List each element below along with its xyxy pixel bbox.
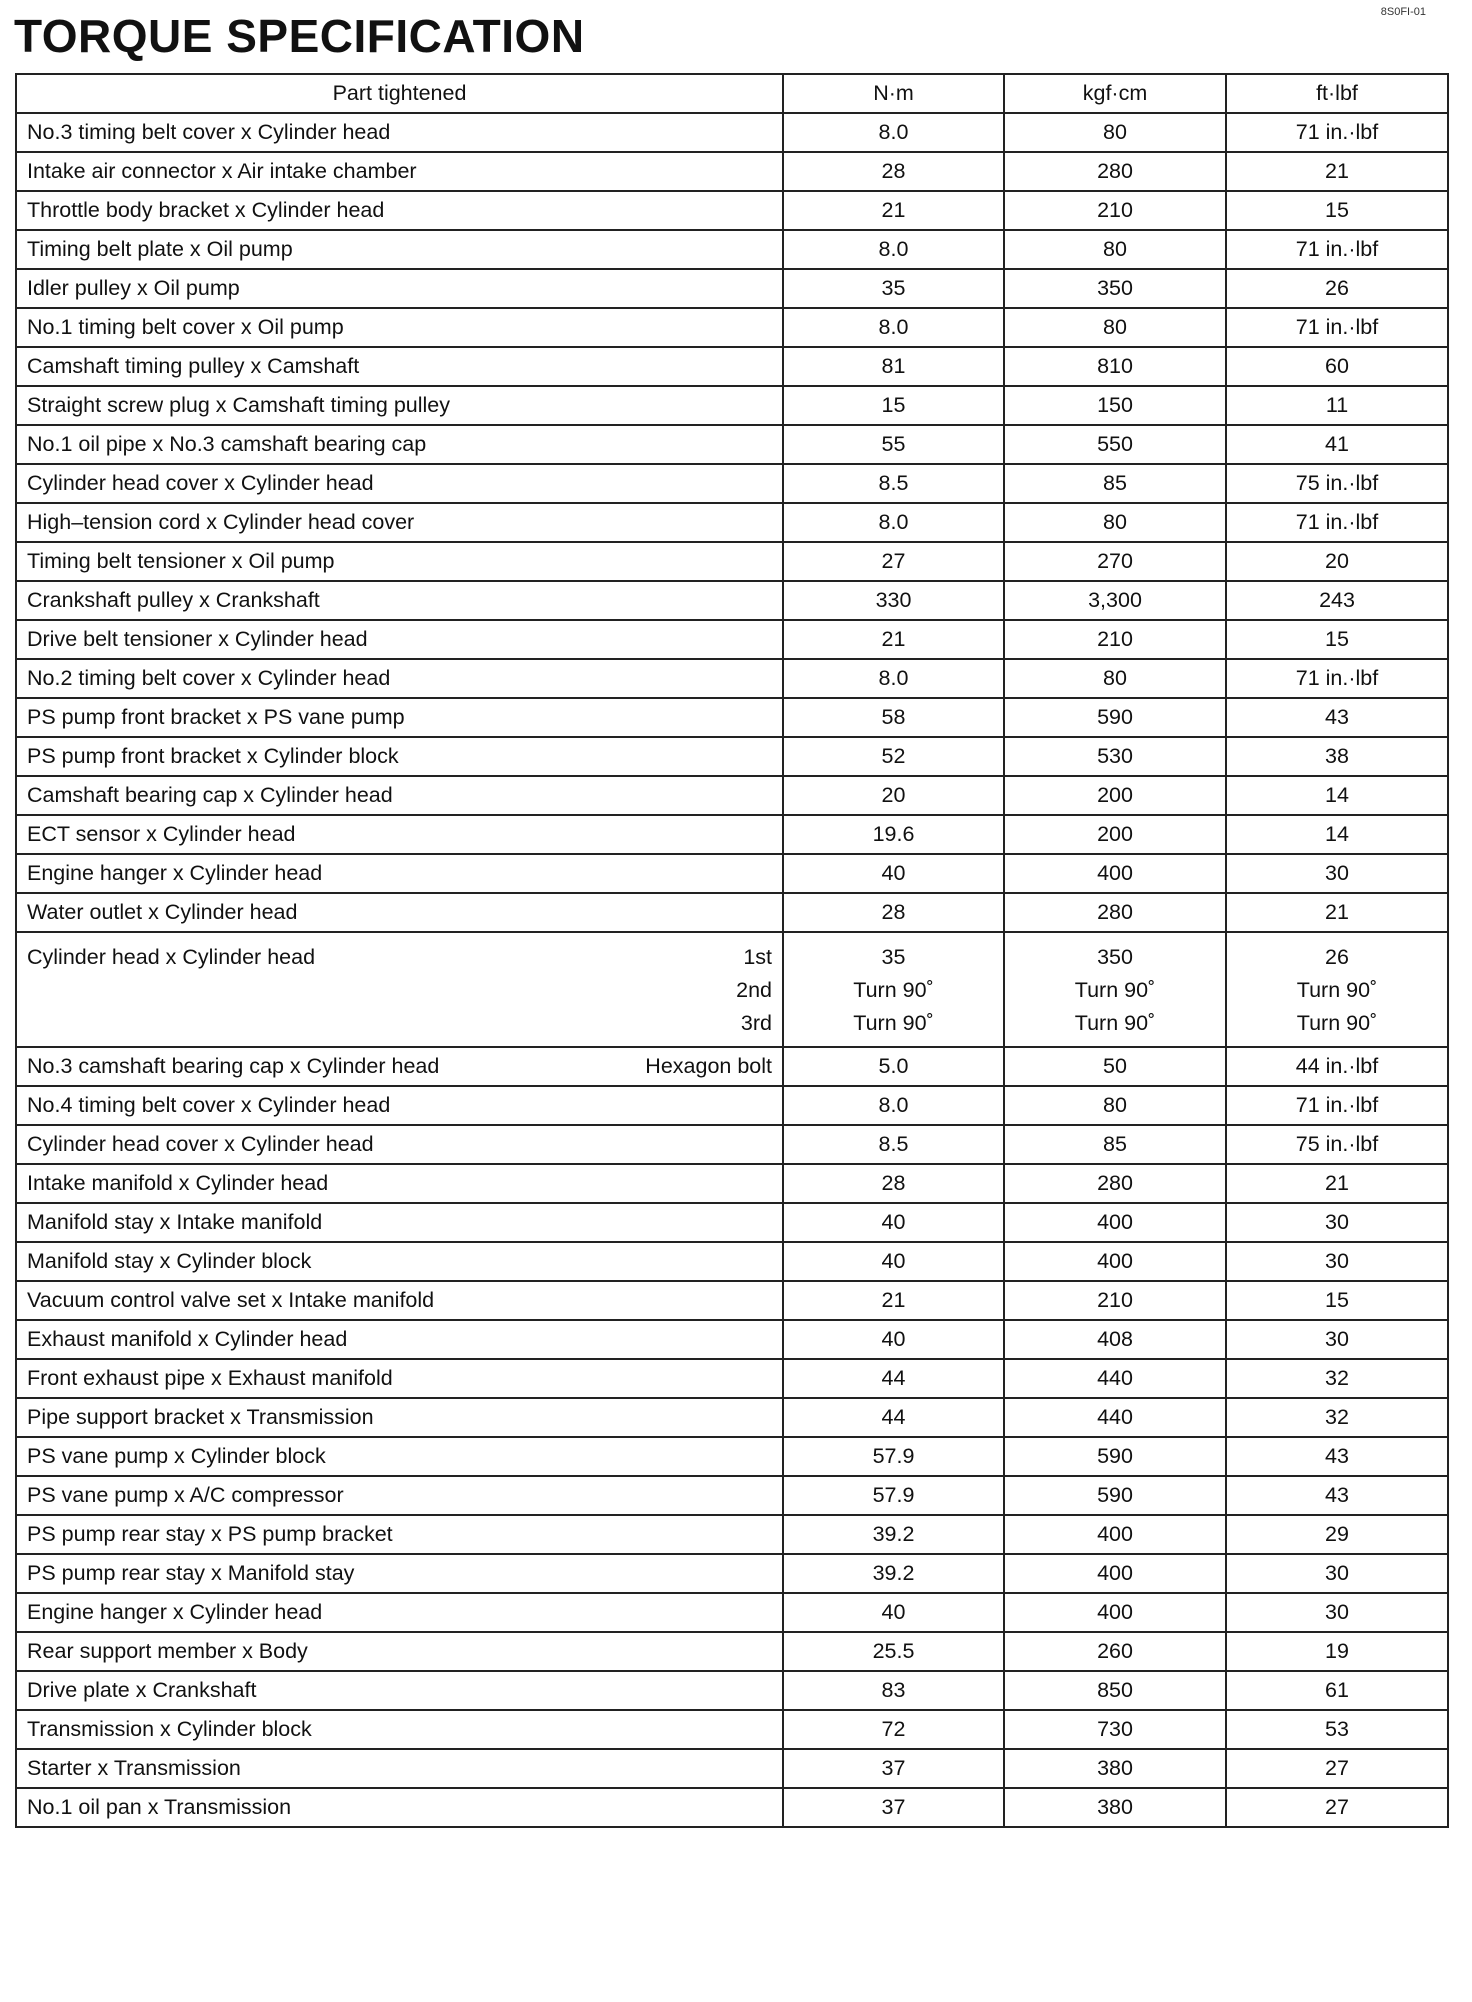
cell-nm: 8.0 <box>783 659 1004 698</box>
table-row <box>16 503 1448 542</box>
cell-ft: 30 <box>1226 1203 1448 1242</box>
table-row <box>16 113 1448 152</box>
cell-part: No.1 oil pipe x No.3 camshaft bearing cap <box>16 425 783 464</box>
cell-ft: 43 <box>1226 698 1448 737</box>
cell-part: Throttle body bracket x Cylinder head <box>16 191 783 230</box>
cell-part: Front exhaust pipe x Exhaust manifold <box>16 1359 783 1398</box>
cell-nm: 44 <box>783 1398 1004 1437</box>
table-row <box>16 1437 1448 1476</box>
table-row <box>16 737 1448 776</box>
table-row <box>16 1476 1448 1515</box>
cell-nm <box>783 932 1004 1047</box>
cell-part: No.4 timing belt cover x Cylinder head <box>16 1086 783 1125</box>
table-row <box>16 1203 1448 1242</box>
cell-kgf: 200 <box>1004 776 1226 815</box>
cell-nm: 37 <box>783 1788 1004 1827</box>
cell-part: Pipe support bracket x Transmission <box>16 1398 783 1437</box>
cell-ft: 41 <box>1226 425 1448 464</box>
cell-part: Drive plate x Crankshaft <box>16 1671 783 1710</box>
cell-kgf: 80 <box>1004 113 1226 152</box>
table-row <box>16 191 1448 230</box>
table-body-multistep <box>16 932 1448 1086</box>
table-row <box>16 659 1448 698</box>
cell-kgf: 400 <box>1004 1242 1226 1281</box>
cell-part: High–tension cord x Cylinder head cover <box>16 503 783 542</box>
cell-nm: 8.0 <box>783 230 1004 269</box>
cell-part <box>16 1047 783 1086</box>
cell-part: PS pump front bracket x Cylinder block <box>16 737 783 776</box>
cell-kgf: 280 <box>1004 1164 1226 1203</box>
cell-ft: 30 <box>1226 1593 1448 1632</box>
cell-kgf: 810 <box>1004 347 1226 386</box>
cell-nm: 40 <box>783 1203 1004 1242</box>
cell-nm: 15 <box>783 386 1004 425</box>
value: Turn 90˚ <box>1074 1011 1156 1035</box>
table-row <box>16 1398 1448 1437</box>
cell-nm: 40 <box>783 1593 1004 1632</box>
cell-kgf: 210 <box>1004 620 1226 659</box>
cell-part: Vacuum control valve set x Intake manifold <box>16 1281 783 1320</box>
cell-part: Cylinder head cover x Cylinder head <box>16 464 783 503</box>
table-row <box>16 1515 1448 1554</box>
value: Turn 90˚ <box>1296 978 1378 1002</box>
table-row <box>16 581 1448 620</box>
cell-kgf: 850 <box>1004 1671 1226 1710</box>
cell-nm: 5.0 <box>783 1047 1004 1086</box>
cell-nm: 39.2 <box>783 1515 1004 1554</box>
table-row <box>16 425 1448 464</box>
cell-nm: 39.2 <box>783 1554 1004 1593</box>
cell-ft: 20 <box>1226 542 1448 581</box>
cell-kgf: 400 <box>1004 1203 1226 1242</box>
cell-part: Idler pulley x Oil pump <box>16 269 783 308</box>
cell-ft: 21 <box>1226 152 1448 191</box>
cell-nm: 330 <box>783 581 1004 620</box>
cell-ft: 11 <box>1226 386 1448 425</box>
table-row <box>16 308 1448 347</box>
cell-nm: 40 <box>783 854 1004 893</box>
cell-part: Drive belt tensioner x Cylinder head <box>16 620 783 659</box>
value: Turn 90˚ <box>853 978 934 1002</box>
cell-part: Intake manifold x Cylinder head <box>16 1164 783 1203</box>
cell-part: Manifold stay x Intake manifold <box>16 1203 783 1242</box>
cell-nm: 57.9 <box>783 1437 1004 1476</box>
cell-kgf <box>1004 932 1226 1047</box>
table-row <box>16 1281 1448 1320</box>
cell-ft: 43 <box>1226 1437 1448 1476</box>
cell-part: Crankshaft pulley x Crankshaft <box>16 581 783 620</box>
cell-kgf: 380 <box>1004 1788 1226 1827</box>
table-row <box>16 269 1448 308</box>
header-nm: N·m <box>783 74 1004 113</box>
header-ft: ft·lbf <box>1226 74 1448 113</box>
cell-nm: 52 <box>783 737 1004 776</box>
cell-ft: 32 <box>1226 1398 1448 1437</box>
value: 35 <box>881 945 906 969</box>
cell-ft: 60 <box>1226 347 1448 386</box>
cell-ft: 71 in.·lbf <box>1226 113 1448 152</box>
cell-kgf: 550 <box>1004 425 1226 464</box>
table-row <box>16 230 1448 269</box>
cell-nm: 21 <box>783 191 1004 230</box>
cell-part: Straight screw plug x Camshaft timing pulley <box>16 386 783 425</box>
cell-part: Rear support member x Body <box>16 1632 783 1671</box>
cell-ft: 53 <box>1226 1710 1448 1749</box>
cell-ft: 61 <box>1226 1671 1448 1710</box>
cell-kgf: 440 <box>1004 1398 1226 1437</box>
table-row <box>16 347 1448 386</box>
table-body-part-1 <box>16 113 1448 932</box>
cell-nm: 21 <box>783 1281 1004 1320</box>
cell-part: PS pump rear stay x PS pump bracket <box>16 1515 783 1554</box>
cell-nm: 35 <box>783 269 1004 308</box>
cell-part: Engine hanger x Cylinder head <box>16 1593 783 1632</box>
cell-nm: 57.9 <box>783 1476 1004 1515</box>
table-row <box>16 152 1448 191</box>
table-row <box>16 1593 1448 1632</box>
cell-nm: 37 <box>783 1749 1004 1788</box>
cell-ft: 243 <box>1226 581 1448 620</box>
cell-kgf: 210 <box>1004 1281 1226 1320</box>
cell-part: PS pump front bracket x PS vane pump <box>16 698 783 737</box>
cell-ft: 71 in.·lbf <box>1226 659 1448 698</box>
cell-part: Camshaft bearing cap x Cylinder head <box>16 776 783 815</box>
cell-kgf: 590 <box>1004 1476 1226 1515</box>
cell-kgf: 440 <box>1004 1359 1226 1398</box>
document-code: 8S0FI-01 <box>1380 6 1426 18</box>
cell-kgf: 80 <box>1004 659 1226 698</box>
cell-ft <box>1226 932 1448 1047</box>
header-part: Part tightened <box>16 74 783 113</box>
cell-nm: 19.6 <box>783 815 1004 854</box>
cell-kgf: 80 <box>1004 503 1226 542</box>
cell-nm: 20 <box>783 776 1004 815</box>
value: Turn 90˚ <box>853 1011 934 1035</box>
table-row <box>16 464 1448 503</box>
tightening-steps <box>736 941 772 1040</box>
cell-kgf: 400 <box>1004 1515 1226 1554</box>
table-row <box>16 542 1448 581</box>
cell-ft: 75 in.·lbf <box>1226 1125 1448 1164</box>
cell-nm: 81 <box>783 347 1004 386</box>
cell-nm: 27 <box>783 542 1004 581</box>
torque-table <box>15 73 1449 1828</box>
cell-ft: 43 <box>1226 1476 1448 1515</box>
cell-nm: 55 <box>783 425 1004 464</box>
cell-nm: 28 <box>783 1164 1004 1203</box>
cell-nm: 8.0 <box>783 1086 1004 1125</box>
cell-ft: 14 <box>1226 776 1448 815</box>
cell-ft: 15 <box>1226 1281 1448 1320</box>
cell-kgf: 80 <box>1004 308 1226 347</box>
table-row <box>16 1242 1448 1281</box>
cell-kgf: 85 <box>1004 1125 1226 1164</box>
table-row <box>16 1788 1448 1827</box>
cell-nm: 21 <box>783 620 1004 659</box>
table-row-hexagon-bolt <box>16 1047 1448 1086</box>
table-row <box>16 1086 1448 1125</box>
cell-part: PS vane pump x Cylinder block <box>16 1437 783 1476</box>
cell-part <box>16 932 783 1047</box>
table-header-row <box>16 74 1448 113</box>
table-row <box>16 1320 1448 1359</box>
cell-kgf: 400 <box>1004 854 1226 893</box>
cell-part: Engine hanger x Cylinder head <box>16 854 783 893</box>
cell-part: Intake air connector x Air intake chamber <box>16 152 783 191</box>
cell-ft: 71 in.·lbf <box>1226 503 1448 542</box>
table-row <box>16 1359 1448 1398</box>
cell-kgf: 530 <box>1004 737 1226 776</box>
table-row <box>16 698 1448 737</box>
cell-ft: 21 <box>1226 1164 1448 1203</box>
cell-kgf: 200 <box>1004 815 1226 854</box>
cell-nm: 8.5 <box>783 464 1004 503</box>
table-row <box>16 1749 1448 1788</box>
step-label: 1st <box>743 945 772 969</box>
cell-kgf: 150 <box>1004 386 1226 425</box>
cell-part: No.3 timing belt cover x Cylinder head <box>16 113 783 152</box>
cell-kgf: 380 <box>1004 1749 1226 1788</box>
value: Turn 90˚ <box>1074 978 1156 1002</box>
cell-part-text: Cylinder head x Cylinder head <box>27 945 316 969</box>
cell-ft: 38 <box>1226 737 1448 776</box>
table-row <box>16 386 1448 425</box>
cell-ft: 26 <box>1226 269 1448 308</box>
cell-ft: 32 <box>1226 1359 1448 1398</box>
step-label: 3rd <box>740 1011 772 1035</box>
cell-kgf: 280 <box>1004 893 1226 932</box>
cell-part: No.1 oil pan x Transmission <box>16 1788 783 1827</box>
cell-kgf: 590 <box>1004 1437 1226 1476</box>
cell-ft: 30 <box>1226 854 1448 893</box>
value: 350 <box>1097 945 1133 969</box>
value: Turn 90˚ <box>1296 1011 1378 1035</box>
table-body-part-2 <box>16 1086 1448 1827</box>
cell-part: Manifold stay x Cylinder block <box>16 1242 783 1281</box>
cell-ft: 71 in.·lbf <box>1226 1086 1448 1125</box>
cell-kgf: 210 <box>1004 191 1226 230</box>
cell-kgf: 50 <box>1004 1047 1226 1086</box>
cell-ft: 14 <box>1226 815 1448 854</box>
cell-part: No.2 timing belt cover x Cylinder head <box>16 659 783 698</box>
cell-kgf: 408 <box>1004 1320 1226 1359</box>
header-kgf: kgf·cm <box>1004 74 1226 113</box>
cell-nm: 40 <box>783 1242 1004 1281</box>
cell-ft: 29 <box>1226 1515 1448 1554</box>
cell-kgf: 3,300 <box>1004 581 1226 620</box>
cell-nm: 72 <box>783 1710 1004 1749</box>
cell-nm: 28 <box>783 152 1004 191</box>
cell-kgf: 730 <box>1004 1710 1226 1749</box>
cell-ft: 30 <box>1226 1554 1448 1593</box>
cell-kgf: 270 <box>1004 542 1226 581</box>
cell-kgf: 280 <box>1004 152 1226 191</box>
cell-part: Timing belt tensioner x Oil pump <box>16 542 783 581</box>
table-row <box>16 1671 1448 1710</box>
table-row <box>16 1164 1448 1203</box>
cell-kgf: 85 <box>1004 464 1226 503</box>
table-row <box>16 776 1448 815</box>
bolt-qualifier: Hexagon bolt <box>645 1054 772 1078</box>
cell-ft: 21 <box>1226 893 1448 932</box>
cell-part: PS vane pump x A/C compressor <box>16 1476 783 1515</box>
cell-ft: 30 <box>1226 1242 1448 1281</box>
table-row <box>16 620 1448 659</box>
cell-ft: 15 <box>1226 191 1448 230</box>
cell-ft: 44 in.·lbf <box>1226 1047 1448 1086</box>
cell-nm: 8.0 <box>783 113 1004 152</box>
cell-nm: 8.0 <box>783 503 1004 542</box>
step-label: 2nd <box>736 978 772 1002</box>
cell-ft: 27 <box>1226 1788 1448 1827</box>
cell-part-text: No.3 camshaft bearing cap x Cylinder head <box>27 1054 440 1078</box>
cell-ft: 71 in.·lbf <box>1226 308 1448 347</box>
cell-kgf: 80 <box>1004 230 1226 269</box>
cell-nm: 58 <box>783 698 1004 737</box>
cell-part: Transmission x Cylinder block <box>16 1710 783 1749</box>
cell-nm: 40 <box>783 1320 1004 1359</box>
cell-part: Water outlet x Cylinder head <box>16 893 783 932</box>
table-row <box>16 1710 1448 1749</box>
cell-kgf: 350 <box>1004 269 1226 308</box>
cell-kgf: 260 <box>1004 1632 1226 1671</box>
cell-part: Timing belt plate x Oil pump <box>16 230 783 269</box>
value: 26 <box>1325 945 1349 969</box>
table-row <box>16 893 1448 932</box>
cell-part: Starter x Transmission <box>16 1749 783 1788</box>
cell-ft: 19 <box>1226 1632 1448 1671</box>
cell-part: No.1 timing belt cover x Oil pump <box>16 308 783 347</box>
cell-nm: 25.5 <box>783 1632 1004 1671</box>
table-row <box>16 854 1448 893</box>
table-row <box>16 1632 1448 1671</box>
cell-nm: 8.0 <box>783 308 1004 347</box>
cell-ft: 27 <box>1226 1749 1448 1788</box>
cell-kgf: 80 <box>1004 1086 1226 1125</box>
cell-part: Cylinder head cover x Cylinder head <box>16 1125 783 1164</box>
cell-nm: 83 <box>783 1671 1004 1710</box>
cell-ft: 71 in.·lbf <box>1226 230 1448 269</box>
cell-part: PS pump rear stay x Manifold stay <box>16 1554 783 1593</box>
cell-nm: 44 <box>783 1359 1004 1398</box>
cell-nm: 28 <box>783 893 1004 932</box>
cell-nm: 8.5 <box>783 1125 1004 1164</box>
table-row-multistep <box>16 932 1448 1047</box>
cell-ft: 30 <box>1226 1320 1448 1359</box>
page-title: TORQUE SPECIFICATION <box>14 10 585 62</box>
table-row <box>16 1125 1448 1164</box>
cell-part: Camshaft timing pulley x Camshaft <box>16 347 783 386</box>
cell-ft: 75 in.·lbf <box>1226 464 1448 503</box>
cell-kgf: 590 <box>1004 698 1226 737</box>
table-row <box>16 815 1448 854</box>
table-row <box>16 1554 1448 1593</box>
cell-kgf: 400 <box>1004 1593 1226 1632</box>
cell-part: Exhaust manifold x Cylinder head <box>16 1320 783 1359</box>
cell-kgf: 400 <box>1004 1554 1226 1593</box>
cell-ft: 15 <box>1226 620 1448 659</box>
cell-part: ECT sensor x Cylinder head <box>16 815 783 854</box>
